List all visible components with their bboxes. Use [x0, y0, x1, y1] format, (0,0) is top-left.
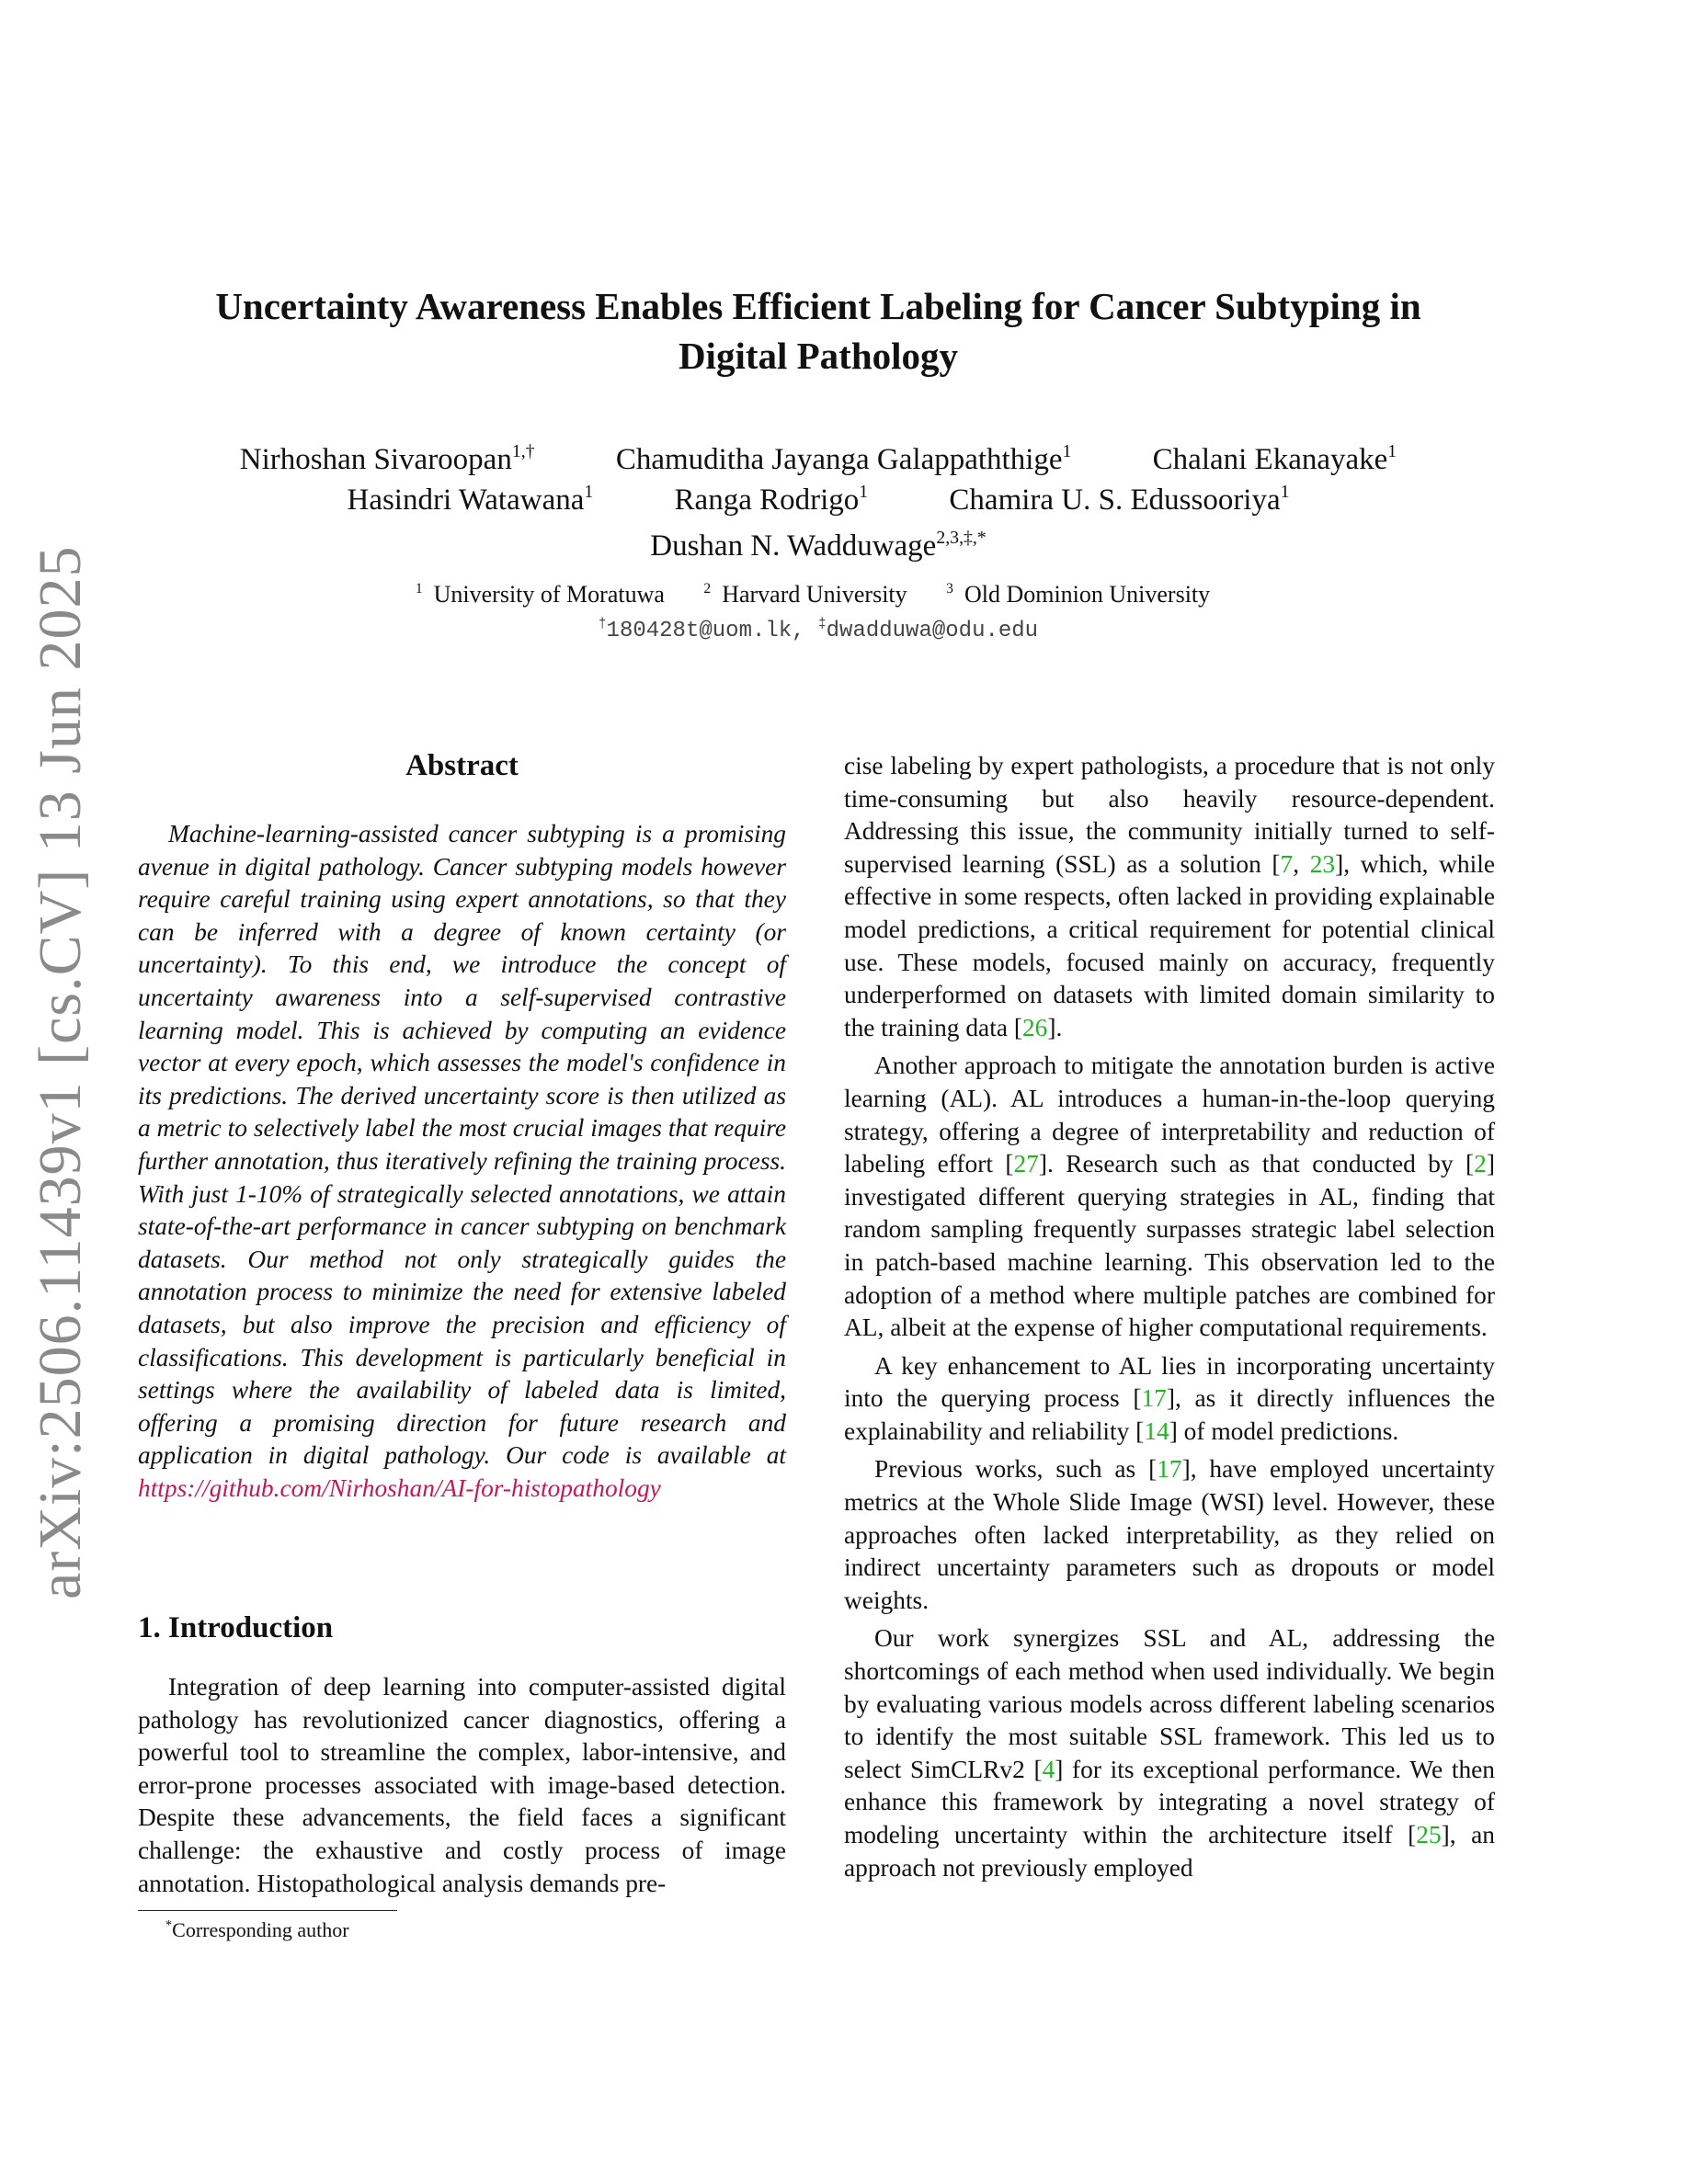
author-affiliation-marker: 1: [1280, 482, 1290, 503]
author-block: [138, 439, 1499, 647]
citation-link[interactable]: 26: [1021, 1013, 1048, 1041]
affiliation: [946, 581, 1221, 608]
code-repository-link[interactable]: https://github.com/Nirhoshan/AI-for-histopathology: [138, 1473, 661, 1502]
footnote-text: Corresponding author: [172, 1918, 349, 1941]
affiliation-name: University of Moratuwa: [433, 581, 665, 608]
title-line-1: Uncertainty Awareness Enables Efficient Labeling for Cancer Subtyping in: [215, 285, 1421, 327]
paragraph-text: ], an approach not previously employed: [844, 1821, 1495, 1882]
citation-link[interactable]: 27: [1013, 1150, 1039, 1178]
paragraph-text: A key enhancement to AL lies in incorporating uncertainty into the querying process [: [844, 1351, 1495, 1413]
paragraph-text: cise labeling by expert pathologists, a procedure that is not only time-consuming but also heavily resource-dependent. Addressing this issue, the community initially turned to self-supervised learning (SSL) as a solution [: [844, 752, 1495, 878]
body-paragraph: [844, 1050, 1495, 1344]
affiliation-marker: 1: [415, 580, 423, 597]
footnote: [165, 1918, 349, 1942]
paragraph-text: ].: [1047, 1013, 1063, 1041]
email-marker: †: [598, 617, 607, 632]
section-heading-introduction: 1. Introduction: [138, 1611, 334, 1644]
affiliation: [703, 581, 918, 608]
email-address[interactable]: 180428t@uom.lk,: [606, 619, 805, 643]
author-row-3: [138, 526, 1499, 566]
abstract-heading: Abstract: [405, 749, 519, 782]
affiliation-marker: 3: [946, 580, 953, 597]
paragraph-text: Previous works, such as [: [874, 1455, 1158, 1484]
footnote-divider: [138, 1910, 397, 1911]
author-name: Hasindri Watawana: [347, 483, 585, 517]
body-paragraph: [844, 750, 1495, 1044]
citation-link[interactable]: 7: [1280, 849, 1294, 878]
author-affiliation-marker: 1: [859, 482, 869, 503]
footnote-marker: *: [165, 1917, 173, 1933]
email-address[interactable]: dwadduwa@odu.edu: [826, 619, 1039, 643]
paragraph-text: Our work synergizes SSL and AL, addressing the shortcomings of each method when used individually. We begin by evaluating various models across different labeling scenarios to identify the most suitable SSL framework. This led us to select SimCLRv2 [: [844, 1624, 1495, 1783]
introduction-paragraph: Integration of deep learning into computer-assisted digital pathology has revolutionized cancer diagnostics, offering a powerful tool to streamline the complex, labor-intensive, and error-prone processes associated with image-based detection. Despite these advancements, the field faces a significant challenge: the exhaustive and costly process of image annotation. Histopathological analysis demands pre-: [138, 1673, 786, 1897]
citation-link[interactable]: 4: [1042, 1755, 1055, 1783]
author-name: Dushan N. Wadduwage: [650, 529, 937, 563]
citation-link[interactable]: 25: [1416, 1821, 1442, 1848]
affiliations: [138, 579, 1499, 610]
affiliation-name: Old Dominion University: [964, 581, 1211, 608]
citation-link[interactable]: 17: [1141, 1384, 1167, 1413]
arxiv-identifier-stamp: arXiv:2506.11439v1 [cs.CV] 13 Jun 2025: [27, 545, 94, 1599]
corresponding-author: [650, 526, 987, 566]
paragraph-text: ] for its exceptional performance. We then enhance this framework by integrating a novel strategy of modeling uncertainty within the architecture itself [: [844, 1755, 1495, 1848]
paragraph-text: ] investigated different querying strategies in AL, finding that random sampling frequently surpasses strategic label selection in patch-based machine learning. This observation led to the adoption of a method where multiple patches are combined for AL, albeit at the expense of higher computational requirements.: [844, 1150, 1495, 1342]
paragraph-text: ,: [1293, 849, 1310, 878]
citation-link[interactable]: 17: [1157, 1455, 1182, 1484]
affiliation: [416, 581, 676, 608]
paragraph-text: ], which, while effective in some respects, often lacked in providing explainable model predictions, a critical requirement for potential clinical use. These models, focused mainly on accuracy, frequently underperformed on datasets with limited domain similarity to the training data [: [844, 849, 1496, 1041]
author-row-2: [138, 480, 1499, 520]
author-name: Chamira U. S. Edussooriya: [949, 483, 1281, 517]
email-marker: ‡: [818, 617, 827, 632]
paragraph-text: Another approach to mitigate the annotation burden is active learning (AL). AL introduces a human-in-the-loop querying strategy, offering a degree of interpretability and reduction of labeling effort [: [844, 1052, 1495, 1178]
author-name: Nirhoshan Sivaroopan: [239, 443, 512, 476]
author: [1153, 439, 1397, 480]
author: [240, 439, 535, 480]
author-affiliation-marker: 1: [1387, 441, 1397, 462]
author-affiliation-marker: 1: [1062, 441, 1072, 462]
author-affiliation-marker: 1: [584, 482, 594, 503]
author-row-1: [138, 439, 1499, 480]
paragraph-text: ], as it directly influences the explainability and reliability [: [844, 1384, 1495, 1445]
paragraph-text: ]. Research such as that conducted by [: [1038, 1150, 1475, 1178]
paragraph-text: ], have employed uncertainty metrics at the Whole Slide Image (WSI) level. However, these approaches often lacked interpretability, as they relied on indirect uncertainty parameters such as dropouts or model weights.: [844, 1455, 1495, 1614]
body-paragraph: [844, 1350, 1495, 1449]
author: [949, 480, 1289, 520]
author-name: Chalani Ekanayake: [1152, 443, 1388, 476]
author: [616, 439, 1072, 480]
body-paragraph: [844, 1453, 1495, 1617]
author-affiliation-marker: 1,†: [511, 441, 535, 462]
paper-title: [138, 281, 1499, 381]
paragraph-text: ] of model predictions.: [1169, 1416, 1399, 1445]
affiliation-marker: 2: [703, 580, 712, 597]
affiliation-name: Harvard University: [722, 581, 907, 608]
citation-link[interactable]: 23: [1309, 849, 1336, 878]
right-column: [844, 750, 1495, 1890]
abstract-body: [138, 818, 786, 1505]
citation-link[interactable]: 14: [1144, 1416, 1169, 1445]
author-name: Ranga Rodrigo: [674, 483, 860, 517]
author-name: Chamuditha Jayanga Galappaththige: [615, 443, 1063, 476]
author-affiliation-marker: 2,3,‡,*: [936, 528, 987, 549]
citation-link[interactable]: 2: [1474, 1150, 1487, 1178]
title-line-2: Digital Pathology: [678, 335, 959, 377]
author: [347, 480, 593, 520]
contact-emails: [138, 616, 1499, 647]
abstract-text: Machine-learning-assisted cancer subtyping is a promising avenue in digital pathology. Cancer subtyping models however require careful training using expert annotations, so that they can be inferred with a degree of known certainty (or uncertainty). To this end, we introduce the concept of uncertainty awareness into a self-supervised contrastive learning model. This is achieved by computing an evidence vector at every epoch, which assesses the model's confidence in its predictions. The derived uncertainty score is then utilized as a metric to selectively label the most crucial images that require further annotation, thus iteratively refining the training process. With just 1-10% of strategically selected annotations, we attain state-of-the-art performance in cancer subtyping on benchmark datasets. Our method not only strategically guides the annotation process to minimize the need for extensive labeled datasets, but also improve the precision and efficiency of classifications. This development is particularly beneficial in settings where the availability of labeled data is limited, offering a promising direction for future research and application in digital pathology. Our code is available at: [138, 820, 786, 1470]
body-paragraph: [844, 1622, 1495, 1884]
author: [675, 480, 869, 520]
